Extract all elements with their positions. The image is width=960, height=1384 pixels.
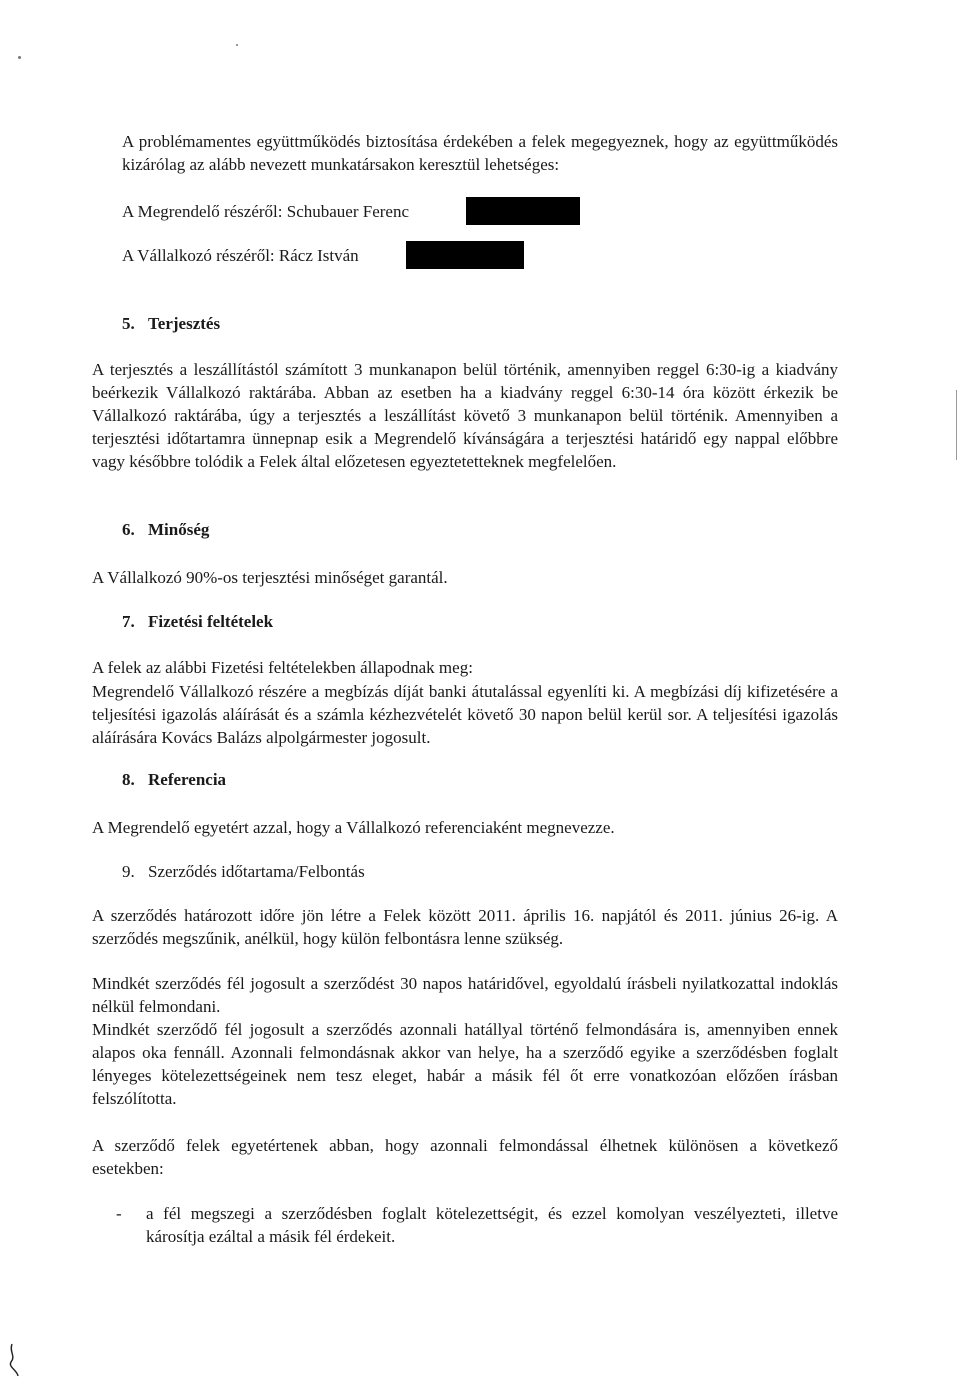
section-5-paragraph: A terjesztés a leszállítástól számított 3 munkanapon belül történik, amennyiben reggel 6:30-ig a kiadvány beérkezik Vállalkozó raktárába. Abban az esetben ha a kiadvány reggel 6:30-14 óra között érkezik be Vállalkozó raktárába, úgy a terjesztés a leszállítást követő 3 munkanapon belül történik. Amennyiben a terjesztési időtartamra ünnepnap esik a Megrendelő kívánságára a terjesztési határidő egy nappal előbbre vagy későbbre tolódik a Felek által előzetesen egyeztetetteknek megfelelően.	[92, 360, 838, 471]
section-9-paragraph-1: A szerződés határozott időre jön létre a Felek között 2011. április 16. napjától és 2011. június 26-ig. A szerződés megszűnik, anélkül, hogy külön felbontásra lenne szükség.	[92, 906, 838, 948]
intro-paragraph: A problémamentes együttműködés biztosítása érdekében a felek megegyeznek, hogy az együttműködés kizárólag az alább nevezett munkatársakon keresztül lehetséges:	[122, 132, 838, 174]
section-8-text: A Megrendelő egyetért azzal, hogy a Vállalkozó referenciaként megnevezze.	[92, 818, 615, 837]
section-number: 8.	[122, 770, 135, 789]
contact-client: A Megrendelő részéről: Schubauer Ferenc	[122, 202, 409, 221]
handwritten-mark	[6, 1340, 22, 1378]
section-9-paragraph-2: Mindkét szerződés fél jogosult a szerződést 30 napos határidővel, egyoldalú írásbeli nyilatkozattal indoklás nélkül felmondani.	[92, 974, 838, 1016]
scan-speck	[236, 44, 238, 46]
section-title: Referencia	[148, 770, 227, 789]
scan-edge-line	[956, 390, 957, 460]
section-heading-5	[122, 312, 220, 335]
section-title: Minőség	[148, 520, 210, 539]
section-7-intro: A felek az alábbi Fizetési feltételekben állapodnak meg:	[92, 658, 473, 677]
section-heading-6	[122, 518, 209, 541]
section-heading-7	[122, 610, 273, 633]
section-number: 7.	[122, 612, 135, 631]
section-number: 5.	[122, 314, 135, 333]
redaction-bar	[466, 197, 580, 225]
section-number: 9.	[122, 862, 135, 881]
section-9-paragraph-4: A szerződő felek egyetértenek abban, hogy azonnali felmondással élhetnek különösen a következő esetekben:	[92, 1136, 838, 1178]
section-6-text: A Vállalkozó 90%-os terjesztési minőséget garantál.	[92, 568, 448, 587]
bullet-list-item: a fél megszegi a szerződésben foglalt kötelezettségit, és ezzel komolyan veszélyezteti, illetve károsítja ezáltal a másik fél érdekeit.	[146, 1204, 838, 1246]
scan-speck	[18, 56, 21, 59]
section-title: Terjesztés	[148, 314, 221, 333]
redaction-bar	[406, 241, 524, 269]
contact-contractor: A Vállalkozó részéről: Rácz István	[122, 246, 359, 265]
section-heading-9	[122, 860, 365, 883]
section-7-paragraph: Megrendelő Vállalkozó részére a megbízás díját banki átutalással egyenlíti ki. A megbízási díj kifizetésére a teljesítési igazolás aláírását és a számla kézhezvételét követő 30 napon belül kerül sor. A teljesítési igazolás aláírására Kovács Balázs alpolgármester jogosult.	[92, 682, 838, 747]
section-number: 6.	[122, 520, 135, 539]
section-heading-8	[122, 768, 226, 791]
section-9-paragraph-3: Mindkét szerződő fél jogosult a szerződés azonnali hatállyal történő felmondására is, amennyiben ennek alapos oka fennáll. Azonnali felmondásnak akkor van helye, ha a szerződő egyike a szerződésben foglalt lényeges kötelezettségeinek nem tesz eleget, habár a másik fél őt erre vonatkozóan előzően írásban felszólította.	[92, 1020, 838, 1108]
bullet-marker: -	[116, 1204, 122, 1223]
section-title: Fizetési feltételek	[148, 612, 274, 631]
section-title: Szerződés időtartama/Felbontás	[148, 862, 365, 881]
